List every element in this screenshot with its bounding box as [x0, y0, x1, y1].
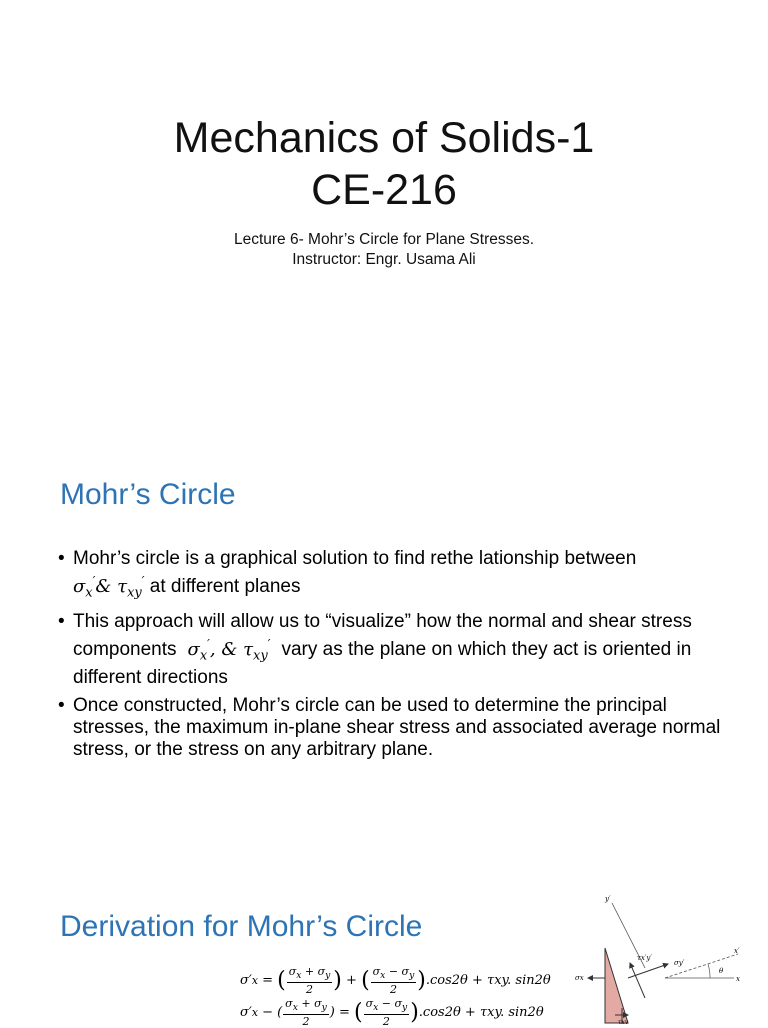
bullet-item — [58, 695, 738, 761]
y-prime-label: y′ — [605, 895, 611, 903]
x-prime-label: x′ — [734, 947, 740, 955]
bullet-item — [58, 611, 738, 690]
course-code: CE-216 — [311, 166, 457, 214]
stress-symbol: $\sigma_x'\&$ $\tau_{xy}'$ — [73, 574, 145, 601]
bullet-list — [58, 548, 738, 767]
tau-xy-label: τxy — [618, 1019, 629, 1024]
bullet-text: Once constructed, Mohr’s circle can be used to determine the principal stresses, the maximum in-plane shear stress and associated average normal stress, or the stress on any arbitrary plane. — [73, 695, 721, 761]
sigma-y-prime-arrow — [628, 964, 668, 978]
slide-heading: Derivation for Mohr’s Circle — [60, 910, 423, 943]
tau-xy-prime-arrow — [630, 963, 645, 998]
theta-label: θ — [719, 967, 724, 975]
bullet-dot-icon: • — [58, 695, 65, 717]
equation-1-tail: .cos2θ + τxy. sin2θ — [425, 973, 551, 989]
derivation-slide — [0, 875, 768, 1028]
tau-xy-prime-label: τx′y′ — [637, 954, 652, 962]
bullet-text-continued: vary as the plane on which they act is oriented in different directions — [73, 638, 692, 689]
stress-element-diagram — [570, 890, 750, 1024]
course-title: Mechanics of Solids-1 — [173, 114, 595, 162]
theta-arc — [708, 964, 710, 978]
stress-wedge — [605, 948, 628, 1023]
sigma-y-prime-label: σy′ — [674, 959, 685, 967]
stress-symbol: $\sigma_x'$, & $\tau_{xy}'$ — [181, 636, 271, 664]
equation-2-tail: .cos2θ + τxy. sin2θ — [418, 1005, 544, 1021]
bullet-dot-icon: • — [58, 548, 65, 569]
instructor-name: Instructor: Engr. Usama Ali — [292, 251, 476, 268]
bullet-text-continued: at different planes — [149, 576, 301, 597]
lecture-subtitle: Lecture 6- Mohr’s Circle for Plane Stresses. — [233, 231, 535, 248]
bullet-dot-icon: • — [58, 610, 65, 632]
slide-heading: Mohr’s Circle — [60, 478, 236, 511]
mohrs-circle-slide — [0, 445, 768, 835]
bullet-text: This approach will allow us to “visualize” how the normal and shear stress components — [73, 610, 692, 660]
sigma-x-label: σx — [575, 974, 584, 982]
bullet-text: Mohr’s circle is a graphical solution to find rethe lationship between — [73, 548, 637, 569]
equation-1: σ′ x = ( $\frac{\sigma_x + \sigma_y}{2}$ ) + ( $\frac{\sigma_x - \sigma_y}{2}$ ) .cos2θ + τxy. sin2θ — [240, 965, 551, 997]
x-label: x — [736, 975, 740, 983]
equation-2: σ′ x − ( $\frac{\sigma_x + \sigma_y}{2}$ ) = ( $\frac{\sigma_x - \sigma_y}{2}$ ) .cos2θ + τxy. sin2θ — [240, 997, 544, 1028]
title-slide — [0, 0, 768, 430]
bullet-item — [58, 548, 738, 605]
